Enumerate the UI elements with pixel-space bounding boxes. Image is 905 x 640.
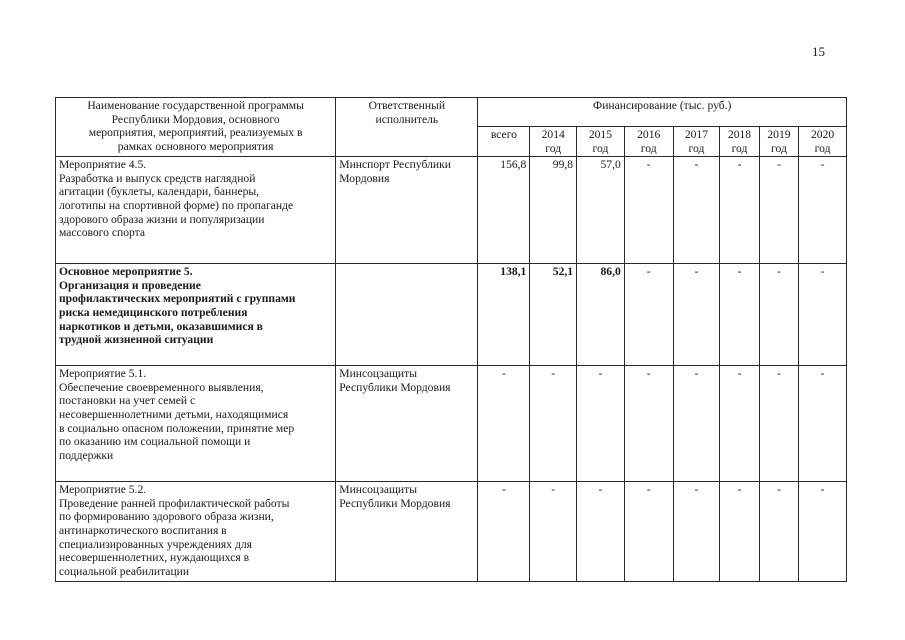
value-2019: - bbox=[759, 157, 798, 264]
table-row bbox=[56, 264, 847, 366]
table-row bbox=[56, 366, 847, 482]
value-2019: - bbox=[759, 264, 798, 366]
total-cell: 138,1 bbox=[478, 264, 530, 366]
year-unit: год bbox=[545, 141, 562, 155]
value-2015: - bbox=[577, 366, 625, 482]
measure-name-line: Основное мероприятие 5. bbox=[59, 265, 193, 279]
value-2016: - bbox=[624, 157, 673, 264]
measure-name-line: Мероприятие 5.2. bbox=[59, 483, 147, 497]
header-responsible-line: исполнитель bbox=[375, 112, 439, 126]
measure-name-line: здорового образа жизни и популяризации bbox=[59, 212, 265, 226]
measure-name-line: Разработка и выпуск средств наглядной bbox=[59, 171, 256, 185]
year-unit: год bbox=[640, 141, 657, 155]
measure-name-cell bbox=[56, 482, 336, 582]
value-2017: - bbox=[673, 264, 720, 366]
responsible-line: Минспорт Республики bbox=[339, 158, 451, 172]
header-name-line: мероприятия, мероприятий, реализуемых в bbox=[88, 126, 303, 140]
value-2014: - bbox=[530, 366, 577, 482]
year-unit: год bbox=[592, 141, 609, 155]
year-label: 2014 bbox=[541, 128, 565, 141]
measure-name-line: Мероприятие 5.1. bbox=[59, 367, 147, 381]
header-year-2016 bbox=[624, 127, 673, 157]
value-2020: - bbox=[799, 482, 847, 582]
responsible-cell bbox=[336, 157, 478, 264]
responsible-cell bbox=[336, 264, 478, 366]
measure-name-line: специализированных учреждениях для bbox=[59, 537, 252, 551]
value-2015: 57,0 bbox=[577, 157, 625, 264]
value-2020: - bbox=[799, 157, 847, 264]
header-name-line: Наименование государственной программы bbox=[87, 99, 304, 112]
measure-name-line: наркотиков и детьми, оказавшимися в bbox=[59, 319, 263, 333]
responsible-cell bbox=[336, 482, 478, 582]
measure-name-line: несовершеннолетними детьми, находящимися bbox=[59, 407, 289, 421]
value-2015: 86,0 bbox=[577, 264, 625, 366]
header-year-2014 bbox=[530, 127, 577, 157]
total-cell: - bbox=[478, 366, 530, 482]
measure-name-line: трудной жизненной ситуации bbox=[59, 333, 214, 347]
table-row bbox=[56, 482, 847, 582]
year-unit: год bbox=[771, 141, 787, 155]
measure-name-line: профилактических мероприятий с группами bbox=[59, 292, 296, 306]
year-unit: год bbox=[814, 141, 831, 155]
header-year-2020 bbox=[799, 127, 847, 157]
header-row-top bbox=[56, 98, 847, 127]
header-name-line: Республики Мордовия, основного bbox=[111, 112, 280, 126]
value-2018: - bbox=[720, 264, 759, 366]
value-2017: - bbox=[673, 157, 720, 264]
year-unit: год bbox=[731, 141, 748, 155]
header-year-2017 bbox=[673, 127, 720, 157]
measure-name-line: по оказанию им социальной помощи и bbox=[59, 435, 251, 449]
measure-name-line: по формированию здорового образа жизни, bbox=[59, 510, 274, 524]
responsible-line: Минсоцзащиты bbox=[339, 367, 417, 381]
table-row bbox=[56, 157, 847, 264]
header-name-line: рамках основного мероприятия bbox=[117, 139, 274, 153]
header-financing: Финансирование (тыс. руб.) bbox=[478, 98, 847, 127]
measure-name-cell bbox=[56, 157, 336, 264]
measure-name-line: социальной реабилитации bbox=[59, 564, 190, 578]
measure-name-line: поддержки bbox=[59, 448, 114, 462]
responsible-line: Мордовия bbox=[339, 171, 390, 185]
responsible-line: Республики Мордовия bbox=[339, 380, 451, 394]
header-year-2015 bbox=[577, 127, 625, 157]
value-2014: - bbox=[530, 482, 577, 582]
page-number: 15 bbox=[812, 44, 825, 59]
value-2016: - bbox=[624, 264, 673, 366]
value-2015: - bbox=[577, 482, 625, 582]
year-label: 2019 bbox=[767, 128, 791, 141]
value-2020: - bbox=[799, 264, 847, 366]
header-responsible-cell bbox=[336, 98, 478, 157]
year-label: 2017 bbox=[684, 128, 709, 141]
year-unit: год bbox=[688, 141, 705, 155]
value-2020: - bbox=[799, 366, 847, 482]
total-cell: - bbox=[478, 482, 530, 582]
measure-name-line: постановки на учет семей с bbox=[59, 394, 196, 408]
measure-name-line: антинаркотического воспитания в bbox=[59, 523, 227, 537]
value-2016: - bbox=[624, 366, 673, 482]
measure-name-line: Проведение ранней профилактической работы bbox=[59, 496, 290, 510]
value-2018: - bbox=[720, 157, 759, 264]
measure-name-line: Организация и проведение bbox=[59, 278, 201, 292]
value-2019: - bbox=[759, 366, 798, 482]
value-2018: - bbox=[720, 366, 759, 482]
measure-name-line: Обеспечение своевременного выявления, bbox=[59, 380, 264, 394]
year-label: 2015 bbox=[588, 128, 613, 141]
value-2017: - bbox=[673, 366, 720, 482]
header-responsible-line: Ответственный bbox=[368, 99, 446, 112]
measure-name-line: в социально опасном положении, принятие мер bbox=[59, 421, 295, 435]
year-label: 2018 bbox=[727, 128, 752, 141]
header-total: всего bbox=[478, 127, 530, 157]
value-2014: 52,1 bbox=[530, 264, 577, 366]
header-year-2019 bbox=[759, 127, 798, 157]
measure-name-cell bbox=[56, 366, 336, 482]
measure-name-line: риска немедицинского потребления bbox=[59, 305, 248, 319]
measure-name-cell bbox=[56, 264, 336, 366]
year-label: 2020 bbox=[810, 128, 835, 141]
responsible-cell bbox=[336, 366, 478, 482]
measure-name-line: логотипы на спортивной форме) по пропаганде bbox=[59, 198, 294, 212]
program-financing-table bbox=[55, 97, 847, 582]
responsible-line: Минсоцзащиты bbox=[339, 483, 417, 497]
year-label: 2016 bbox=[637, 128, 661, 141]
value-2017: - bbox=[673, 482, 720, 582]
measure-name-line: несовершеннолетних, нуждающихся в bbox=[59, 551, 250, 565]
measure-name-line: массового спорта bbox=[59, 226, 145, 240]
value-2018: - bbox=[720, 482, 759, 582]
responsible-line: Республики Мордовия bbox=[339, 496, 451, 510]
header-name-cell bbox=[56, 98, 336, 157]
value-2016: - bbox=[624, 482, 673, 582]
total-cell: 156,8 bbox=[478, 157, 530, 264]
header-year-2018 bbox=[720, 127, 759, 157]
measure-name-line: Мероприятие 4.5. bbox=[59, 158, 147, 172]
measure-name-line: агитации (буклеты, календари, баннеры, bbox=[59, 185, 260, 199]
value-2014: 99,8 bbox=[530, 157, 577, 264]
value-2019: - bbox=[759, 482, 798, 582]
